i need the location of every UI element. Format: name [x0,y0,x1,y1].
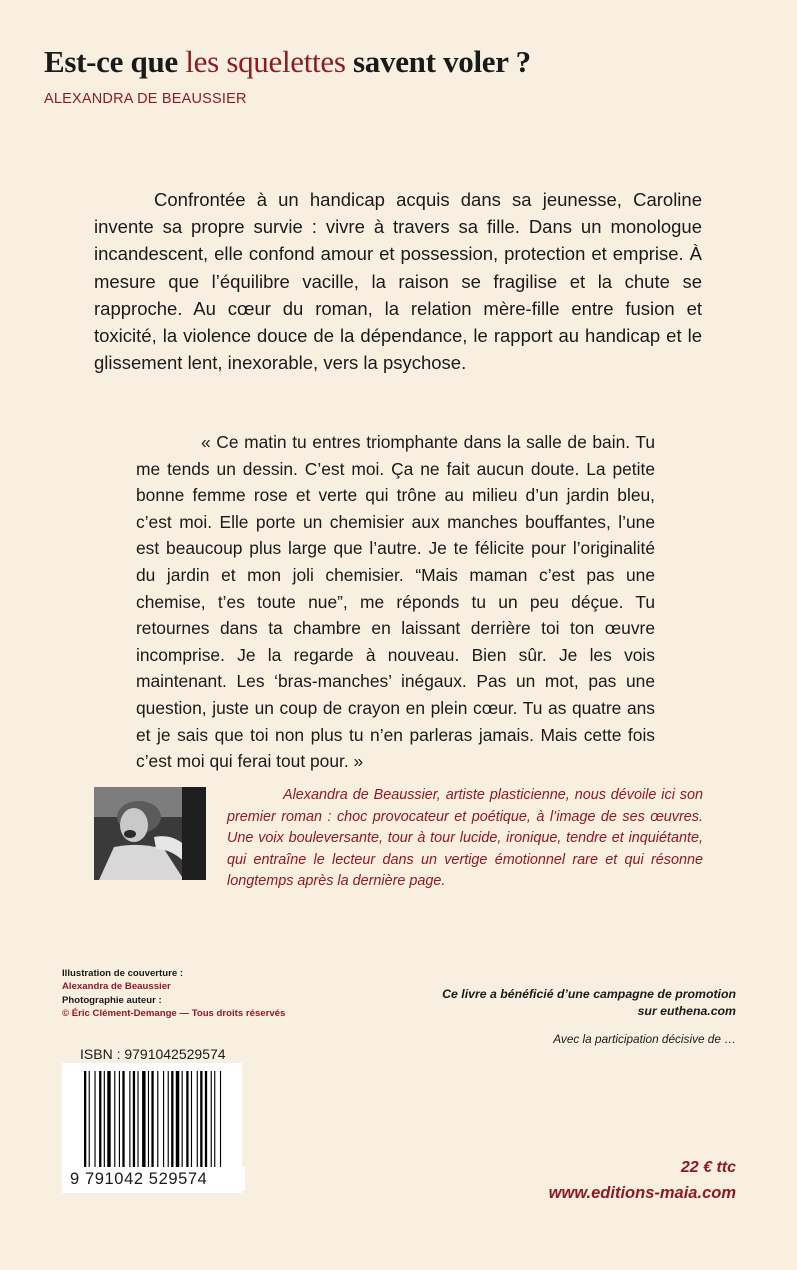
barcode-bar [94,1071,95,1171]
barcode-bar [151,1071,153,1171]
publisher-website[interactable]: www.editions-maia.com [548,1184,736,1202]
title-part-1: Est-ce que [44,44,186,79]
barcode-bar [191,1071,192,1171]
barcode-bar [114,1071,115,1171]
price: 22 € ttc [680,1159,736,1176]
promo-block [416,986,736,1020]
illustration-label: Illustration de couverture : [62,968,184,979]
barcode-bar [197,1071,198,1171]
barcode-bar [89,1071,90,1171]
title-accent: les squelettes [185,44,346,79]
barcode-bar [137,1071,138,1171]
author-photo-image [94,787,206,880]
barcode-bar [107,1071,110,1171]
barcode-digits: 9 791042 529574 [66,1167,245,1191]
barcode-bar [157,1071,158,1171]
barcode-bar [200,1071,202,1171]
barcode-bar [171,1071,173,1171]
photo-credit: © Éric Clément-Demange — Tous droits réservés [62,1008,286,1020]
illustration-name: Alexandra de Beaussier [62,981,171,993]
barcode-bar [211,1071,212,1171]
barcode-bar [220,1071,221,1171]
barcode-bar [84,1071,86,1171]
author-photo [94,787,206,880]
barcode-bar [119,1071,120,1171]
barcode-bar [186,1071,188,1171]
credits-block [62,967,285,1021]
participation-line: Avec la participation décisive de … [553,1032,736,1046]
excerpt-quote: « Ce matin tu entres triomphante dans la salle de bain. Tu me tends un dessin. C’est moi. Ça ne fait aucun doute. La petite bonne femme rose et verte qui trône au milieu d’un jardin bleu, c’est moi. Elle porte un chemisier aux manches bouffantes, l’une est beaucoup plus large que l’autre. Je te félicite pour l’originalité du jardin et mon joli chemisier. “Mais maman c’est pas une chemise, t’es toute nue”, me réponds tu un peu déçue. Tu retournes dans ta chambre en laissant derrière toi ton œuvre incomprise. Je la regarde à nouveau. Bien sûr. Je les vois maintenant. Les ‘bras-manches’ inégaux. Pas un mot, pas une question, juste un coup de crayon en plein cœur. Tu as quatre ans et je sais que toi non plus tu n’en parleras jamais. Mais cette fois c’est moi qui ferai tout pour. » [136,432,655,772]
barcode-bar [163,1071,164,1171]
barcode-bar [214,1071,215,1171]
barcode-bar [148,1071,149,1171]
barcode-bar [142,1071,145,1171]
author-name: ALEXANDRA DE BEAUSSIER [44,91,247,107]
barcode-bar [182,1071,183,1171]
barcode-bar [99,1071,101,1171]
title-part-2: savent voler ? [345,44,531,79]
barcode-bar [104,1071,105,1171]
barcode-bar [122,1071,124,1171]
isbn-label: ISBN : 9791042529574 [80,1046,226,1062]
barcode-bar [133,1071,135,1171]
barcode-bar [205,1071,207,1171]
barcode-bar [168,1071,169,1171]
photo-label: Photographie auteur : [62,994,162,1006]
book-title [44,44,531,80]
synopsis-paragraph: Confrontée à un handicap acquis dans sa jeunesse, Caroline invente sa propre survie : vivre à travers sa fille. Dans un monologue incandescent, elle confond amour et possession, protection et emprise. À mesure que l’équilibre vacille, la raison se fragilise et la chute se rapproche. Au cœur du roman, la relation mère-fille entre fusion et toxicité, la violence douce de la dépendance, le rapport au handicap et le glissement lent, inexorable, vers la psychose. [94,189,702,374]
promo-line-2: sur euthena.com [637,1004,736,1018]
promo-line-1: Ce livre a bénéficié d’une campagne de promotion [442,987,736,1001]
barcode-bar [176,1071,179,1171]
author-bio: Alexandra de Beaussier, artiste plasticienne, nous dévoile ici son premier roman : choc provocateur et poétique, à l’image de ses œuvres. Une voix bouleversante, tour à tour lucide, ironique, tendre et inquiétante, qui entraîne le lecteur dans un vertige émotionnel rare et qui résonne longtemps après la dernière page. [227,787,703,890]
barcode-bar [129,1071,130,1171]
